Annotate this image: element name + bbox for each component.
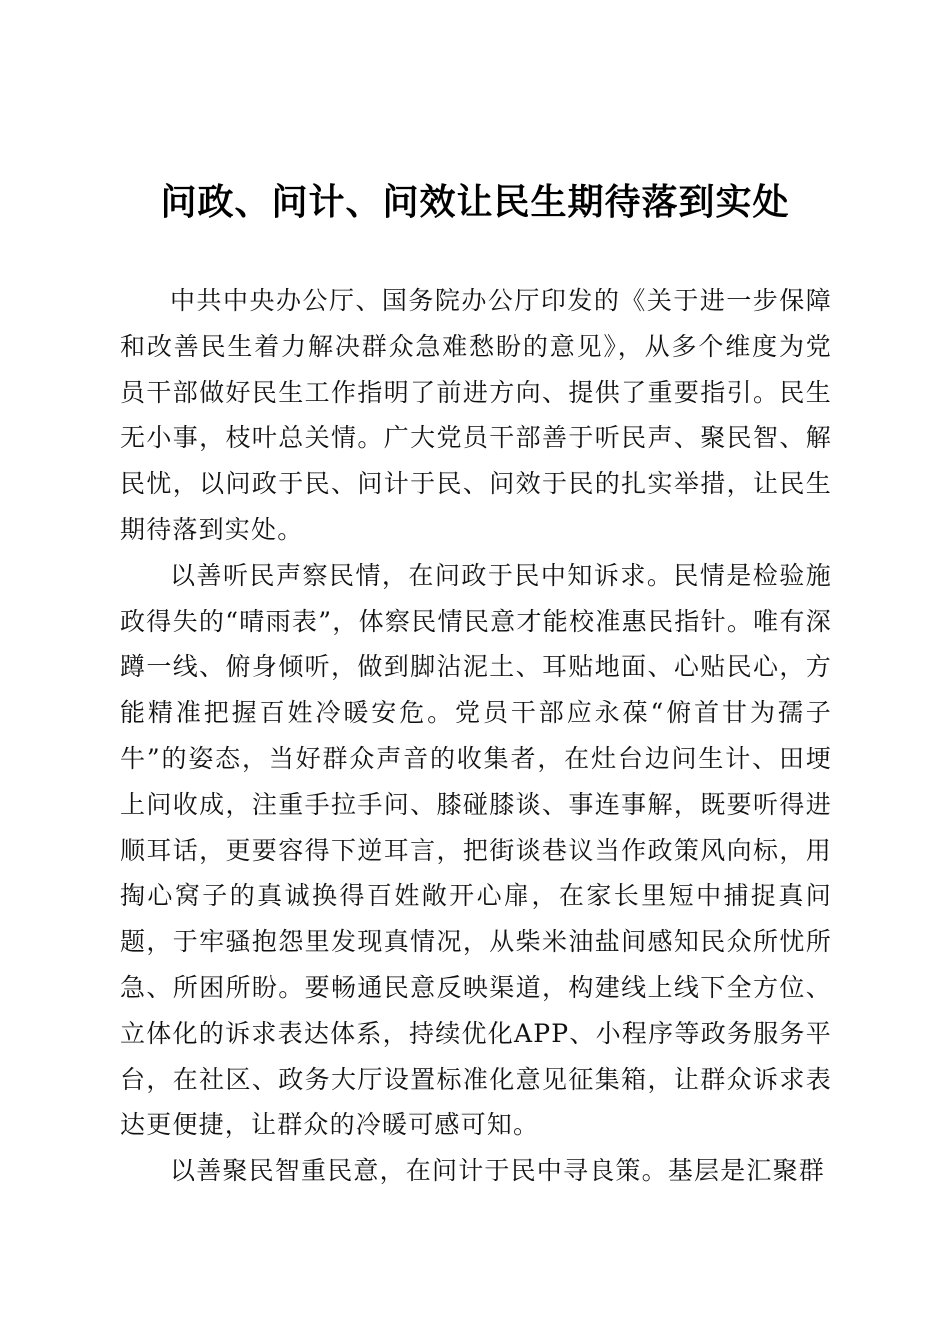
paragraph-3: 以善聚民智重民意，在问计于民中寻良策。基层是汇聚群: [170, 1156, 826, 1186]
document-title: 问政、问计、问效让民生期待落到实处: [160, 181, 790, 223]
paragraph-1: 中共中央办公厅、国务院办公厅印发的《关于进一步保障和改善民生着力解决群众急难愁盼的意见》，从多个维度为党员干部做好民生工作指明了前进方向、提供了重要指引。民生无小事，枝叶总关情。广大党员干部善于听民声、聚民智、解民忧，以问政于民、问计于民、问效于民的扎实举措，让民生期待落到实处。: [120, 286, 832, 544]
paragraph-2: 以善听民声察民情，在问政于民中知诉求。民情是检验施政得失的“晴雨表”，体察民情民意才能校准惠民指针。唯有深蹲一线、俯身倾听，做到脚沾泥土、耳贴地面、心贴民心，方能精准把握百姓冷暖安危。党员干部应永葆“俯首甘为孺子牛”的姿态，当好群众声音的收集者，在灶台边问生计、田埂上问收成，注重手拉手问、膝碰膝谈、事连事解，既要听得进顺耳话，更要容得下逆耳言，把街谈巷议当作政策风向标，用掏心窝子的真诚换得百姓敞开心扉，在家长里短中捕捉真问题，于牢骚抱怨里发现真情况，从柴米油盐间感知民众所忧所急、所困所盼。要畅通民意反映渠道，构建线上线下全方位、立体化的诉求表达体系，持续优化APP、小程序等政务服务平台，在社区、政务大厅设置标准化意见征集箱，让群众诉求表达更便捷，让群众的冷暖可感可知。: [120, 560, 832, 1140]
document-body: [120, 278, 832, 1194]
